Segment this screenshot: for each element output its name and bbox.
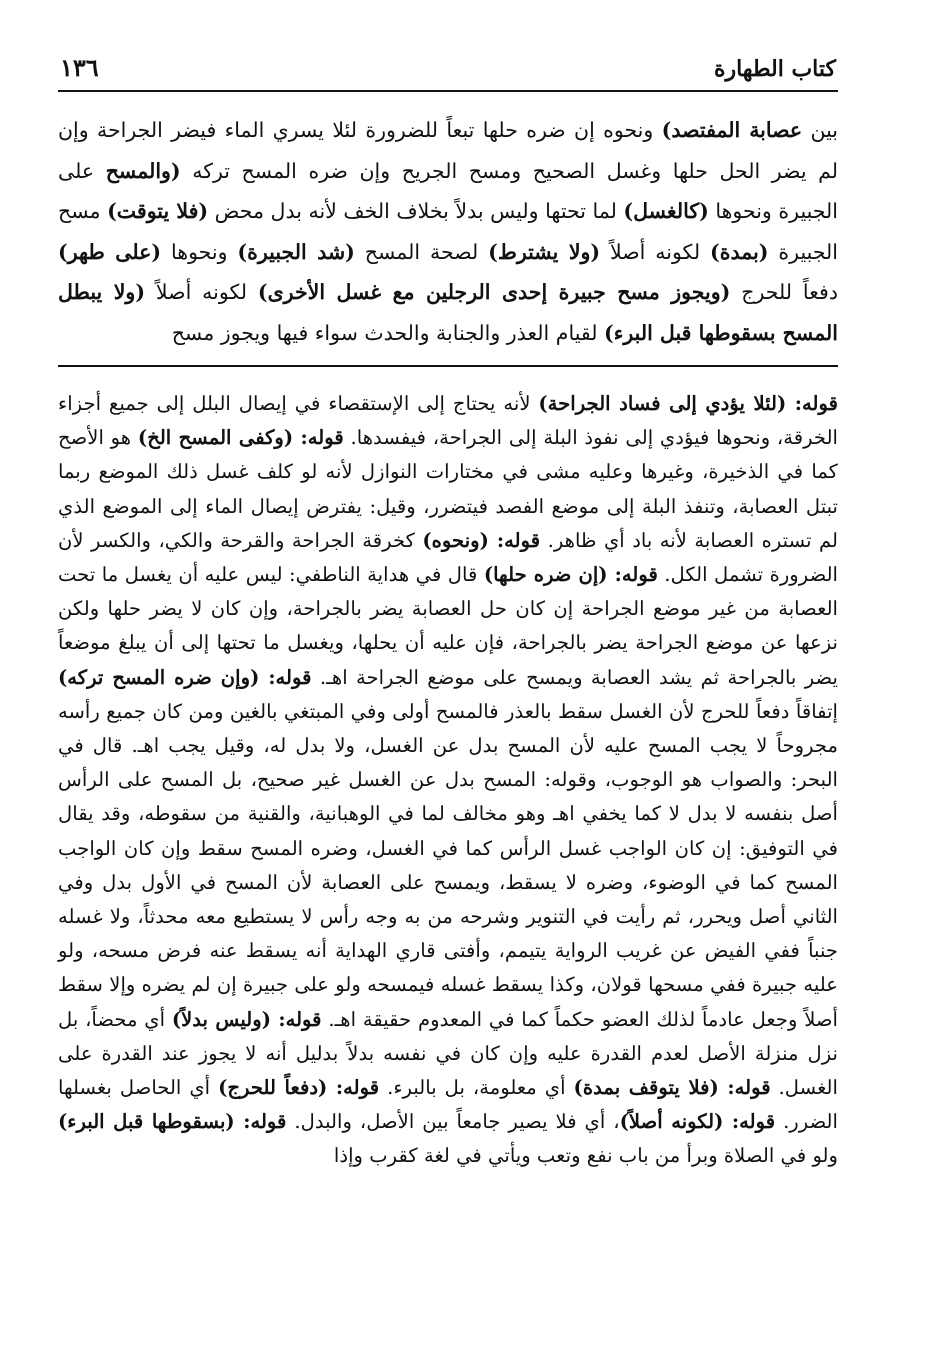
commentary-segment: قوله: [723, 1110, 776, 1134]
commentary-segment: قوله: [293, 426, 344, 450]
commentary-segment: قوله: [234, 1110, 287, 1134]
commentary-segment: إتفاقاً دفعاً للحرج لأن الغسل سقط بالعذر فالمسح أولى وفي المبتغي بالغين ومن كان جميع رأسه مجروحاً لا يجب المسح عليه لأن المسح بدل عن الغسل، ولا بدل له، وقيل يجب اهـ. قال في البحر: والصواب هو الوجوب، وقوله: المسح بدل عن الغسل غير صحيح، بل المسح على الرأس أصل بنفسه لا بدل لا كما يخفي اهـ وهو مخالف لما في الوهبانية، والقنية من سقوطه، وقد يقال في التوفيق: إن كان الواجب غسل الرأس كما في الغسل، وضره المسح سقط وإن كان الواجب المسح كما في الوضوء، وضره لا يسقط، ويمسح على العصابة لأن المسح في الأول بدل وفي الثاني أصل ويحرر، ثم رأيت في التنوير وشرحه من به وجه رأس لا يستطيع معه محدثاً، ولا غسله جنباً ففي الفيض عن غريب الرواية يتيمم، وأفتى قاري الهداية أنه يسقط عنه فرض مسحه، ولو عليه جبيرة ففي مسحها قولان، وكذا يسقط غسله فيمسحه ولو على جبيرة إن لم يضره وإلا سقط أصلاً وجعل عادماً لذلك العضو حكماً كما في المعدوم حقيقة اهـ. [58, 699, 839, 1031]
main-text-segment: على الجبيرة ونحوها [58, 158, 838, 223]
commentary-segment: (ونحوه) [422, 528, 489, 552]
commentary-segment: (لكونه أصلاً) [619, 1110, 724, 1134]
main-text-segment: بين [802, 118, 838, 142]
main-text-segment: دفعاً للحرج [730, 280, 838, 304]
commentary-text [58, 387, 838, 1174]
main-text-segment: (بمدة) [710, 239, 769, 264]
commentary-segment: ، أي فلا يصير جامعاً بين الأصل، والبدل. [286, 1110, 620, 1134]
main-text-segment: ونحوها [161, 239, 238, 264]
page-number: ١٣٦ [60, 53, 99, 82]
commentary-segment: (إن ضره حلها) [483, 563, 608, 587]
page-header [58, 38, 838, 82]
commentary-segment: هو الأصح كما في الذخيرة، وغيرها وعليه مشى في مختارات النوازل لأنه لو كلف غسل ذلك الموضع ربما تبتل العصابة، وتنفذ البلة إلى موضع الفصد فيتضرر، وقيل: يفترض إيصال الماء إلى الموضع الذي لم تستره العصابة لأنه باد أي ظاهر. [58, 426, 838, 552]
commentary-segment: قال في هداية الناطفي: ليس عليه أن يغسل ما تحت العصابة من غير موضع الجراحة إن كان حل العصابة يضر بالجراحة، وإن كان لا يضر حلها ولكن نزعها عن موضع الجراحة يضر بالجراحة، فإن عليه أن يحلها، ويغسل ما تحتها إلى أن يبلغ موضعاً يضر بالجراحة ثم يشد العصابة ويمسح على موضع الجراحة اهـ. [58, 563, 838, 689]
running-title: كتاب الطهارة [713, 56, 836, 82]
commentary-segment: قوله: [488, 528, 541, 552]
commentary-segment: (لئلا يؤدي إلى فساد الجراحة) [538, 392, 787, 415]
book-page [58, 38, 838, 1174]
commentary-segment: أي الحاصل بغسلها الضرر. [58, 1076, 838, 1134]
commentary-segment: قوله: [259, 665, 312, 689]
main-text-segment: لكونه أصلاً [600, 239, 711, 264]
section-divider [58, 365, 838, 367]
main-text-segment: (ولا يشترط) [488, 239, 601, 264]
main-text-segment: لقيام العذر والجنابة والحدث سواء فيها ويجوز مسح [171, 320, 605, 345]
commentary-segment: أي محضاً، بل نزل منزلة الأصل لعدم القدرة عليه وإن كان في نفسه بدلاً بدليل أنه لا يجوز عند القدرة على الغسل. [58, 1007, 838, 1100]
main-text [58, 110, 838, 353]
commentary-segment: أي معلومة، بل بالبرء. [379, 1076, 574, 1100]
commentary-segment: قوله: [327, 1076, 380, 1100]
main-text-segment: (كالغسل) [623, 199, 709, 223]
main-text-segment: (شد الجبيرة) [237, 239, 355, 264]
main-text-segment: (على طهر) [58, 239, 162, 264]
commentary-segment: (وإن ضره المسح تركه) [58, 665, 260, 689]
main-text-segment: لصحة المسح [354, 239, 489, 264]
commentary-segment: لأنه يحتاج إلى الإستقصاء في إيصال البلل إلى جميع أجزاء الخرقة، ونحوها فيؤدي إلى نفوذ البلة إلى الجراحة، فيفسدها. [58, 392, 838, 450]
commentary-segment: كخرقة الجراحة والقرحة والكي، والكسر لأن الضرورة تشمل الكل. [58, 528, 838, 587]
main-text-segment: (ولا يبطل المسح بسقوطها قبل البرء) [58, 280, 838, 345]
header-rule [58, 90, 838, 92]
main-text-segment: عصابة المفتصد) [661, 118, 803, 142]
commentary-segment: (فلا يتوقف بمدة) [573, 1076, 719, 1100]
commentary-segment: (دفعاً للحرج) [218, 1076, 328, 1100]
main-text-segment: مسح الجبيرة [58, 199, 838, 264]
commentary-segment: ولو في الصلاة وبرأ من باب نفع وتعب ويأتي في لغة كقرب وإذا [333, 1144, 838, 1168]
main-text-segment: (فلا يتوقت) [107, 199, 209, 223]
main-text-segment: (ويجوز مسح جبيرة إحدى الرجلين مع غسل الأخرى) [257, 280, 731, 304]
main-text-segment: ونحوه إن ضره حلها تبعاً للضرورة لئلا يسري الماء فيضر الجراحة وإن لم يضر الحل حلها وغسل الصحيح ومسح الجريح وإن ضره المسح تركه [58, 118, 838, 183]
commentary-segment: قوله: [270, 1007, 322, 1031]
commentary-segment: (وليس بدلاً) [171, 1007, 271, 1031]
commentary-segment: قوله: [786, 392, 838, 415]
commentary-segment: (بسقوطها قبل البرء) [58, 1110, 235, 1134]
commentary-segment: قوله: [607, 563, 658, 587]
main-text-segment: (والمسح [105, 158, 181, 183]
main-text-segment: لما تحتها وليس بدلاً بخلاف الخف لأنه بدل محض [208, 199, 624, 223]
main-text-segment: لكونه أصلاً [145, 280, 258, 304]
commentary-segment: (وكفى المسح الخ) [137, 426, 294, 450]
commentary-segment: قوله: [718, 1076, 771, 1100]
